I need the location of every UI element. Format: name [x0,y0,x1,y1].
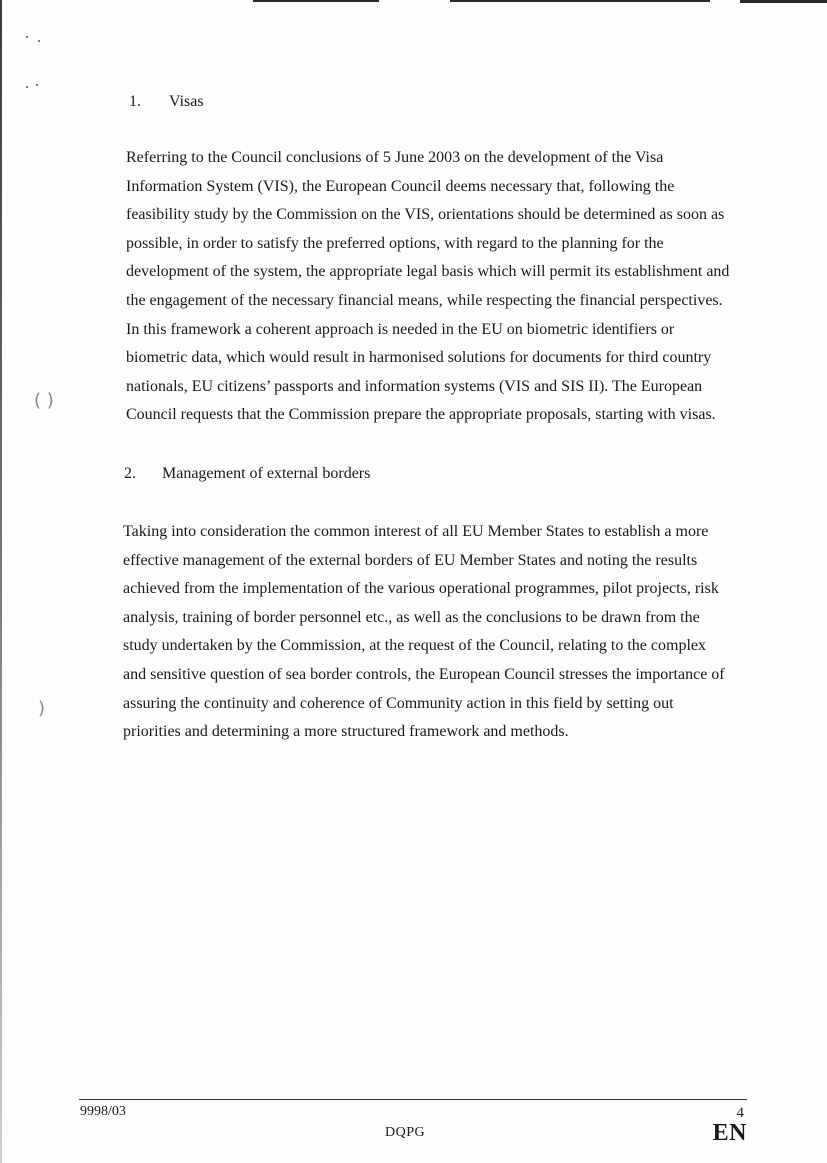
paragraph-line: achieved from the implementation of the various operational programmes, pilot projects, risk [123,580,719,598]
page-number: 4 [736,1105,744,1121]
scan-left-edge [0,0,2,1163]
paragraph-line: Council requests that the Commission prepare the appropriate proposals, starting with visas. [126,406,716,424]
section-paragraph-external-borders [123,518,763,747]
language-code: EN [712,1120,747,1146]
scan-dot [38,40,40,42]
paragraph-line: Referring to the Council conclusions of 5 June 2003 on the development of the Visa [126,149,664,166]
section-heading-external-borders [124,464,370,484]
section-title: Visas [169,93,204,110]
paragraph-line: effective management of the external borders of EU Member States and noting the results [123,551,698,569]
paragraph-line: biometric data, which would result in harmonised solutions for documents for third country [126,349,712,367]
scan-top-line [450,0,710,2]
document-reference: 9998/03 [80,1104,126,1119]
paragraph-line: feasibility study by the Commission on the VIS, orientations should be determined as soon as [126,206,725,224]
section-number: 2. [124,465,136,482]
paragraph-line: study undertaken by the Commission, at the request of the Council, relating to the complex [123,637,706,655]
paragraph-line: nationals, EU citizens’ passports and information systems (VIS and SIS II). The European [126,377,703,395]
paragraph-line: analysis, training of border personnel etc., as well as the conclusions to be drawn from the [123,608,700,626]
paragraph-line: Information System (VIS), the European Council deems necessary that, following the [126,177,675,195]
paragraph-line: the engagement of the necessary financial means, while respecting the financial perspectives. [126,291,723,309]
scan-top-line [740,0,827,3]
scan-top-line [253,0,379,2]
paragraph-line: priorities and determining a more structured framework and methods. [123,723,569,741]
section-title: Management of external borders [162,465,371,482]
section-heading-visas [129,92,204,112]
paragraph-line: development of the system, the appropriate legal basis which will permit its establishment and [126,263,730,281]
paragraph-line: and sensitive question of sea border controls, the European Council stresses the importance of [123,665,725,683]
footer-rule [79,1099,747,1100]
scan-dot [36,84,38,86]
paragraph-line: assuring the continuity and coherence of Community action in this field by setting out [123,694,674,712]
paragraph-line: Taking into consideration the common interest of all EU Member States to establish a more [123,523,709,540]
scan-punch-hole-mark: ) [38,698,46,719]
department-code: DQPG [385,1125,426,1140]
section-number: 1. [129,93,141,110]
paragraph-line: In this framework a coherent approach is needed in the EU on biometric identifiers or [126,320,675,338]
scan-punch-hole-mark: ( ) [34,390,54,411]
section-paragraph-visas [126,144,766,430]
paragraph-line: possible, in order to satisfy the preferred options, with regard to the planning for the [126,234,664,252]
scan-dot [26,36,28,38]
scan-dot [26,86,28,88]
